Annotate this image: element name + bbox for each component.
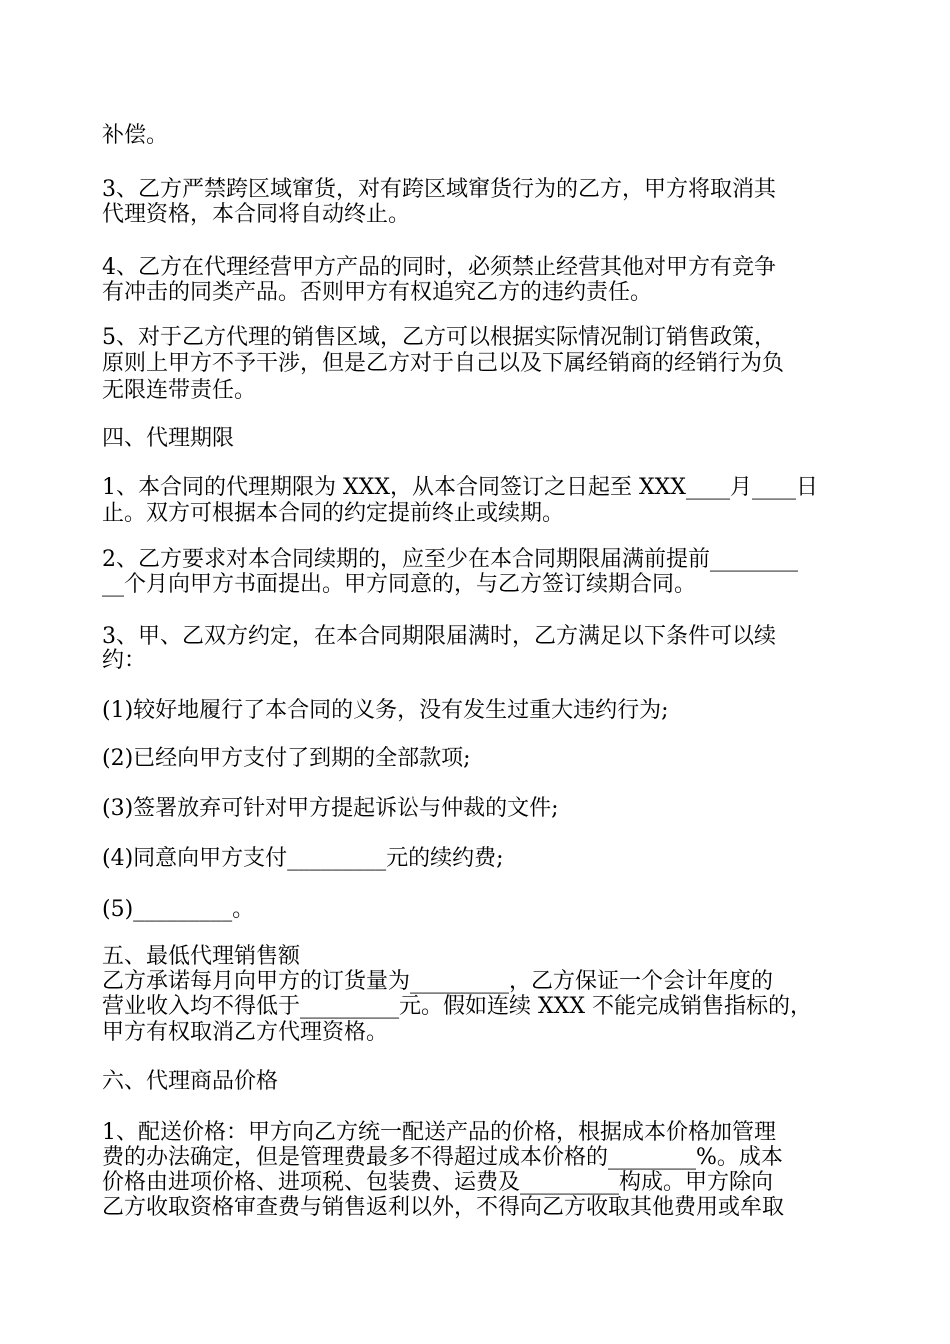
list-item: (3)签署放弃可针对甲方提起诉讼与仲裁的文件;: [102, 796, 559, 821]
text-line: 乙方收取资格审查费与销售返利以外，不得向乙方收取其他费用或牟取: [102, 1195, 785, 1220]
text-line: 补偿。: [102, 123, 169, 148]
text-line: 1、配送价格：甲方向乙方统一配送产品的价格，根据成本价格加管理: [102, 1120, 776, 1145]
text-line: 有冲击的同类产品。否则甲方有权追究乙方的违约责任。: [102, 280, 653, 305]
text-line: 4、乙方在代理经营甲方产品的同时，必须禁止经营其他对甲方有竞争: [102, 255, 776, 280]
text-line: 乙方承诺每月向甲方的订货量为_________，乙方保证一个会计年度的: [102, 969, 774, 994]
text-line: 3、乙方严禁跨区域窜货，对有跨区域窜货行为的乙方，甲方将取消其: [102, 177, 776, 202]
text-line: 甲方有权取消乙方代理资格。: [102, 1020, 389, 1045]
text-line: 费的办法确定，但是管理费最多不得超过成本价格的________%。成本: [102, 1145, 783, 1170]
text-line: 3、甲、乙双方约定，在本合同期限届满时，乙方满足以下条件可以续: [102, 624, 776, 649]
text-line: 代理资格，本合同将自动终止。: [102, 202, 411, 227]
text-line: 约：: [102, 648, 147, 673]
text-line: 2、乙方要求对本合同续期的，应至少在本合同期限届满前提前________: [102, 547, 798, 572]
text-line: 5、对于乙方代理的销售区域，乙方可以根据实际情况制订销售政策，: [102, 325, 776, 350]
list-item: (5)_________。: [102, 897, 255, 922]
text-line: 原则上甲方不予干涉，但是乙方对于自己以及下属经销商的经销行为负: [102, 351, 785, 376]
text-line: 价格由进项价格、进项税、包装费、运费及_________构成。甲方除向: [102, 1170, 774, 1195]
text-line: 营业收入均不得低于_________元。假如连续 XXX 不能完成销售指标的，: [102, 994, 812, 1019]
text-line: 1、本合同的代理期限为 XXX，从本合同签订之日起至 XXX____月____日: [102, 475, 818, 500]
list-item: (4)同意向甲方支付_________元的续约费;: [102, 846, 504, 871]
section-heading: 四、代理期限: [102, 426, 235, 451]
text-line: __个月向甲方书面提出。甲方同意的，与乙方签订续期合同。: [102, 572, 697, 597]
text-line: 无限连带责任。: [102, 378, 257, 403]
section-heading: 五、最低代理销售额: [102, 944, 301, 969]
text-line: 止。双方可根据本合同的约定提前终止或续期。: [102, 501, 565, 526]
list-item: (2)已经向甲方支付了到期的全部款项;: [102, 746, 471, 771]
section-heading: 六、代理商品价格: [102, 1069, 279, 1094]
list-item: (1)较好地履行了本合同的义务，没有发生过重大违约行为;: [102, 698, 669, 723]
